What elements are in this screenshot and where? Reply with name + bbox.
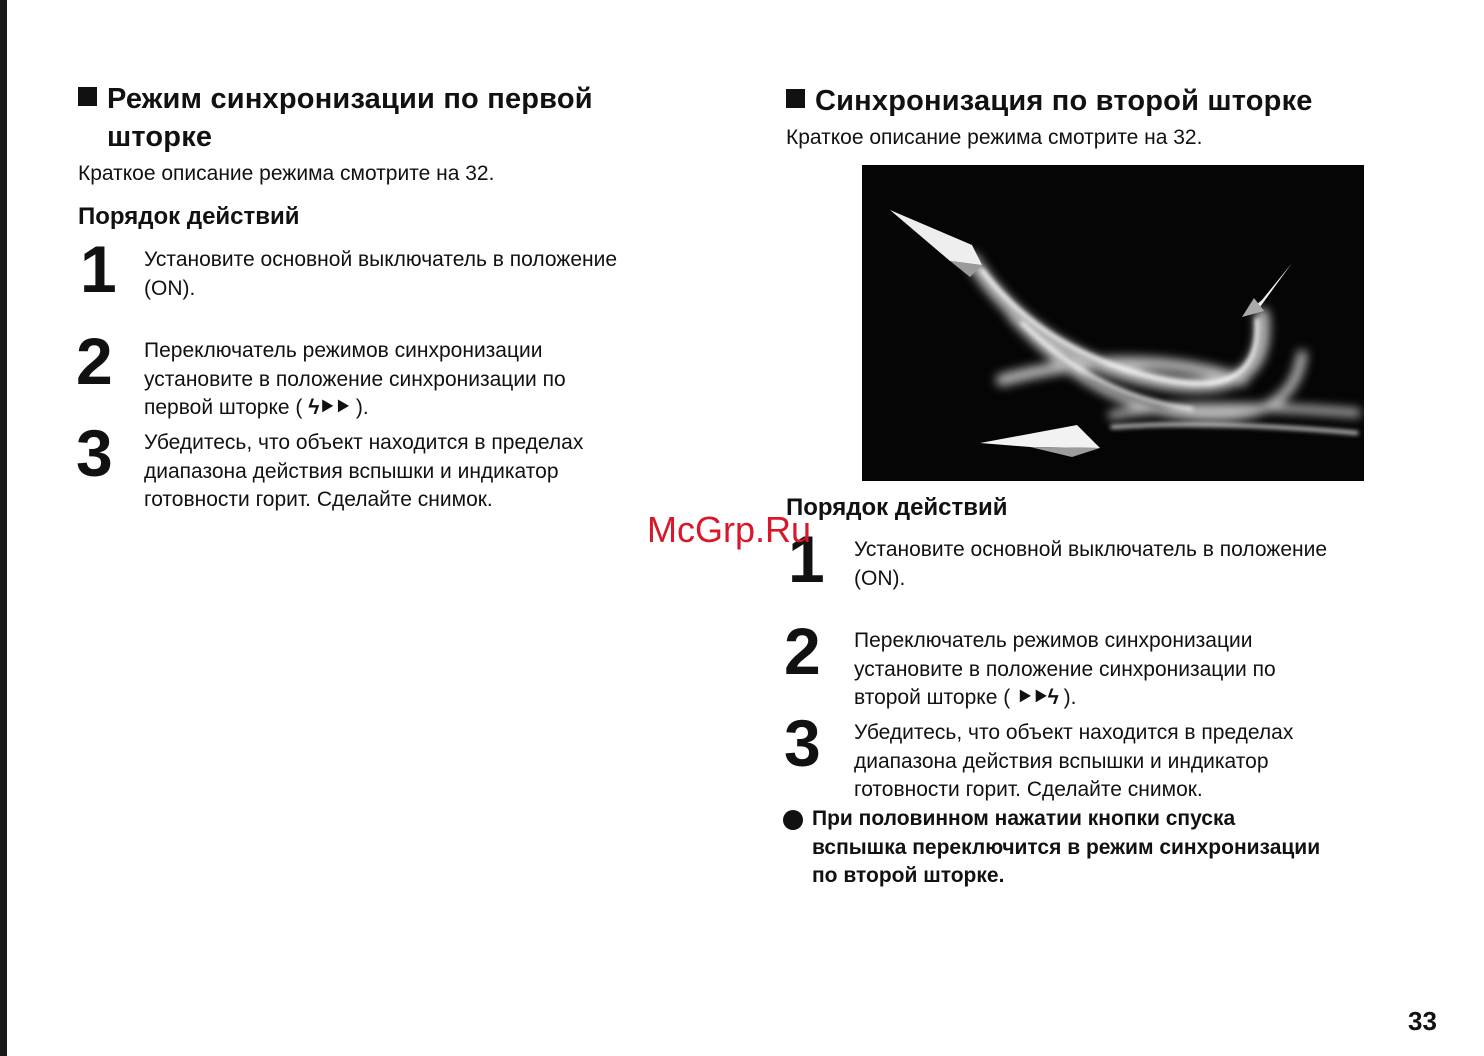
left-step-2-text: Переключатель режимов синхронизации установите в положение синхронизации по первой шторке ( ϟ⯈⯈ ). bbox=[144, 339, 566, 419]
left-description: Краткое описание режима смотрите на 32. bbox=[78, 162, 495, 185]
note-bullet-icon bbox=[783, 810, 803, 830]
square-bullet-icon bbox=[786, 89, 805, 108]
watermark: McGrp.Ru bbox=[647, 509, 812, 550]
left-step-2-number: 2 bbox=[76, 324, 111, 398]
paper-plane-3 bbox=[980, 425, 1100, 448]
right-procedure-heading: Порядок действий bbox=[786, 494, 1008, 521]
left-procedure-heading: Порядок действий bbox=[78, 203, 300, 230]
square-bullet-icon bbox=[78, 87, 97, 106]
rear-curtain-sync-photo bbox=[862, 165, 1364, 481]
right-step-3-text: Убедитесь, что объект находится в пределах диапазона действия вспышки и индикатор готовности горит. Сделайте снимок. bbox=[854, 721, 1294, 801]
right-step-2-number: 2 bbox=[784, 614, 819, 688]
right-section-title: Синхронизация по второй шторке bbox=[786, 82, 1313, 120]
right-step-3-number: 3 bbox=[784, 706, 819, 780]
left-step-1-text: Установите основной выключатель в положение (ON). bbox=[144, 248, 618, 300]
right-description: Краткое описание режима смотрите на 32. bbox=[786, 126, 1203, 149]
page-edge-shadow bbox=[0, 0, 7, 1056]
left-section-title: Режим синхронизации по первой шторке bbox=[78, 80, 593, 156]
rear-sync-note: При половинном нажатии кнопки спуска вспышка переключится в режим синхронизации по второй шторке. bbox=[812, 807, 1321, 887]
left-step-3-number: 3 bbox=[76, 416, 111, 490]
front-curtain-sync-icon: ϟ⯈⯈ bbox=[308, 396, 350, 419]
page-number: 33 bbox=[1408, 1006, 1437, 1036]
left-step-1-number: 1 bbox=[80, 232, 115, 306]
photo-illustration bbox=[862, 165, 1364, 481]
left-step-3-text: Убедитесь, что объект находится в пределах диапазона действия вспышки и индикатор готовности горит. Сделайте снимок. bbox=[144, 431, 584, 511]
right-step-1-text: Установите основной выключатель в положение (ON). bbox=[854, 538, 1328, 590]
right-step-1-number: 1 bbox=[788, 522, 823, 596]
paper-plane-1 bbox=[890, 210, 982, 265]
rear-curtain-sync-icon: ⯈⯈ϟ bbox=[1016, 686, 1058, 709]
right-step-2-text: Переключатель режимов синхронизации установите в положение синхронизации по второй шторке ( ⯈⯈ϟ ). bbox=[854, 629, 1276, 709]
